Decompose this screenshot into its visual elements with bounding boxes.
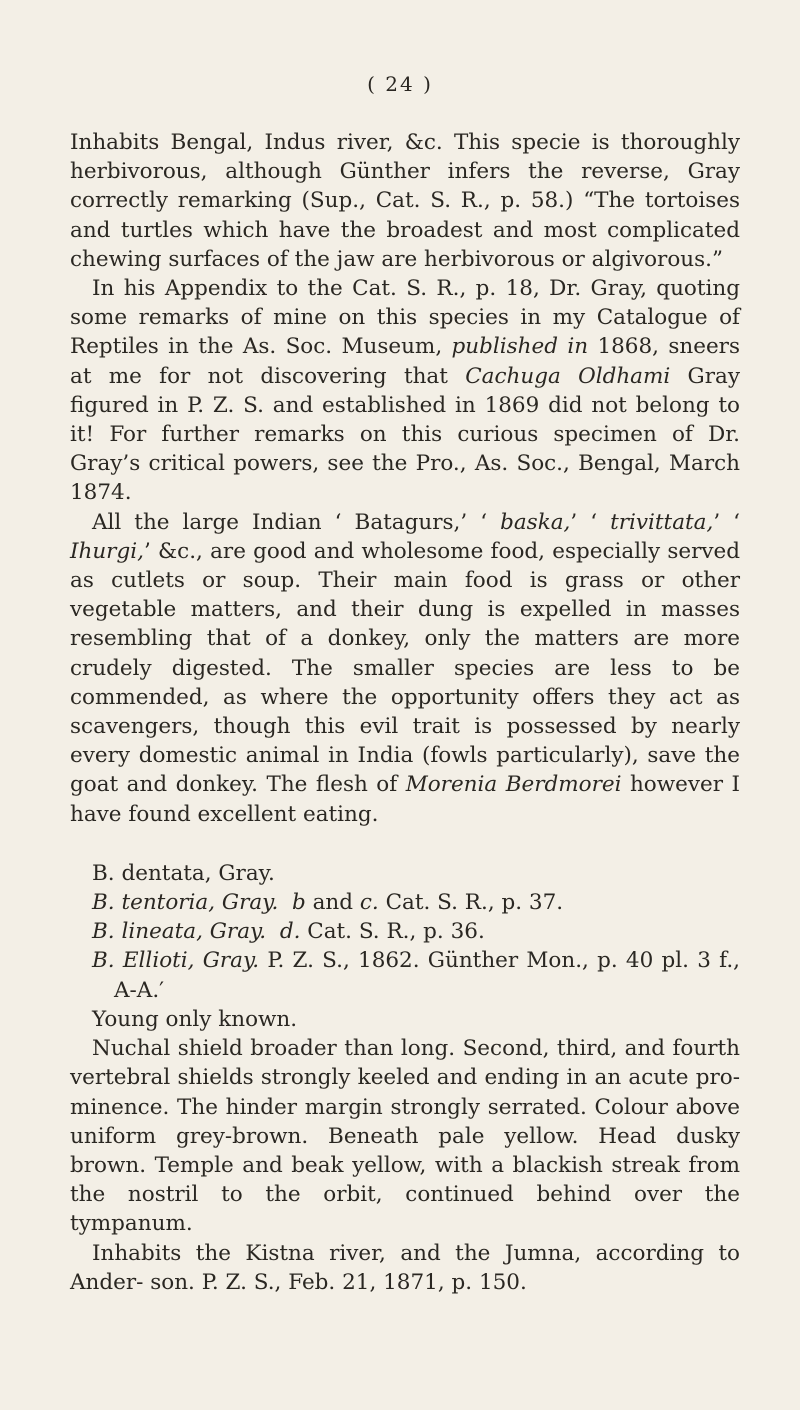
species-lineata-ref: Cat. S. R., p. 36.: [300, 919, 485, 945]
batagurs-name-ihurgi: Ihurgi,: [70, 538, 144, 564]
batagurs-species-morenia: Morenia Berdmorei: [405, 772, 622, 798]
batagurs-name-baska: baska,: [500, 509, 571, 535]
description-nuchal: Nuchal shield broader than long. Second, third, and fourth vertebral shields strongly keeled and ending in an acute pro- minence. The hinder margin strongly serrated. Colour above uniform grey-brown. Beneath pale yellow. Head dusky brown. Temple and beak yellow, with a blackish streak from the nostril to the orbit, continued behind over the tympanum.: [70, 1036, 740, 1237]
appendix-text-a: In his Appendix to the Cat. S. R., p. 18, Dr. Gray, quoting some remarks of mine on this species in my Catalogue of Reptiles in the As. Soc. Museum,: [70, 276, 740, 360]
paragraph-herbivorous: Inhabits Bengal, Indus river, &c. This specie is thoroughly herbivorous, although Günther infers the reverse, Gray correctly remarking (Sup., Cat. S. R., p. 58.) “The tortoises and turtles which have the broadest and most complicated chewing surfaces of the jaw are herbivorous or algivorous.”: [70, 130, 740, 272]
description-young: Young only known.: [92, 1006, 298, 1032]
description-habitat: Inhabits the Kistna river, and the Jumna, according to Ander- son. P. Z. S., Feb. 21, 1871, p. 150.: [70, 1240, 740, 1295]
body-text: [70, 128, 740, 1297]
appendix-emphasis-published: published in: [451, 334, 589, 360]
species-dentata: B. dentata, Gray.: [92, 860, 275, 886]
species-lineata-name: B. lineata, Gray.: [92, 919, 267, 945]
paragraph-appendix: [70, 274, 740, 508]
species-tentoria-b: b: [291, 890, 306, 916]
appendix-text-c: Gray figured in P. Z. S. and established in 1869 did not belong to it! For further remarks on this curious specimen of Dr. Gray’s critical powers, see the Pro., As. Soc., Bengal, March 1874.: [70, 363, 740, 506]
batagurs-text-a: All the large Indian ‘ Batagurs,’ ‘: [92, 509, 501, 535]
batagurs-text-b: ’ ‘: [570, 509, 611, 535]
appendix-species-cachuga: Cachuga Oldhami: [465, 363, 671, 389]
species-ellioti-ref: P. Z. S., 1862. Günther Mon., p. 40 pl. 3 f., A-A.′: [114, 948, 740, 1003]
section-gap: [70, 829, 740, 859]
species-tentoria-name: B. tentoria, Gray.: [92, 890, 279, 916]
paragraph-batagurs: [70, 508, 740, 829]
batagurs-text-d: ’ &c., are good and wholesome food, especially served as cutlets or soup. Their main food is grass or other vegetable matters, and their dung is expelled in masses resembling that of a donkey, only the matters are more crudely digested. The smaller species are less to be commended, as where the opportunity offers they act as scavengers, though this evil trait is possessed by nearly every domestic animal in India (fowls particularly), save the goat and donkey. The flesh of: [70, 538, 740, 798]
batagurs-name-trivittata: trivittata,: [610, 509, 714, 535]
page-number: ( 24 ): [367, 72, 433, 96]
species-tentoria: [92, 888, 740, 917]
species-tentoria-c: c.: [359, 890, 379, 916]
species-tentoria-ref: Cat. S. R., p. 37.: [378, 890, 564, 916]
species-tentoria-and: and: [305, 890, 360, 916]
species-ellioti-name: B. Ellioti, Gray.: [92, 948, 260, 974]
appendix-text-b: 1868, sneers at me for not discovering that: [70, 334, 740, 389]
batagurs-text-c: ’ ‘: [713, 509, 741, 535]
batagurs-text-e: however I have found excellent eating.: [70, 772, 740, 827]
species-ellioti: [92, 946, 740, 1004]
species-lineata: [92, 917, 740, 946]
species-lineata-d: d.: [279, 919, 301, 945]
